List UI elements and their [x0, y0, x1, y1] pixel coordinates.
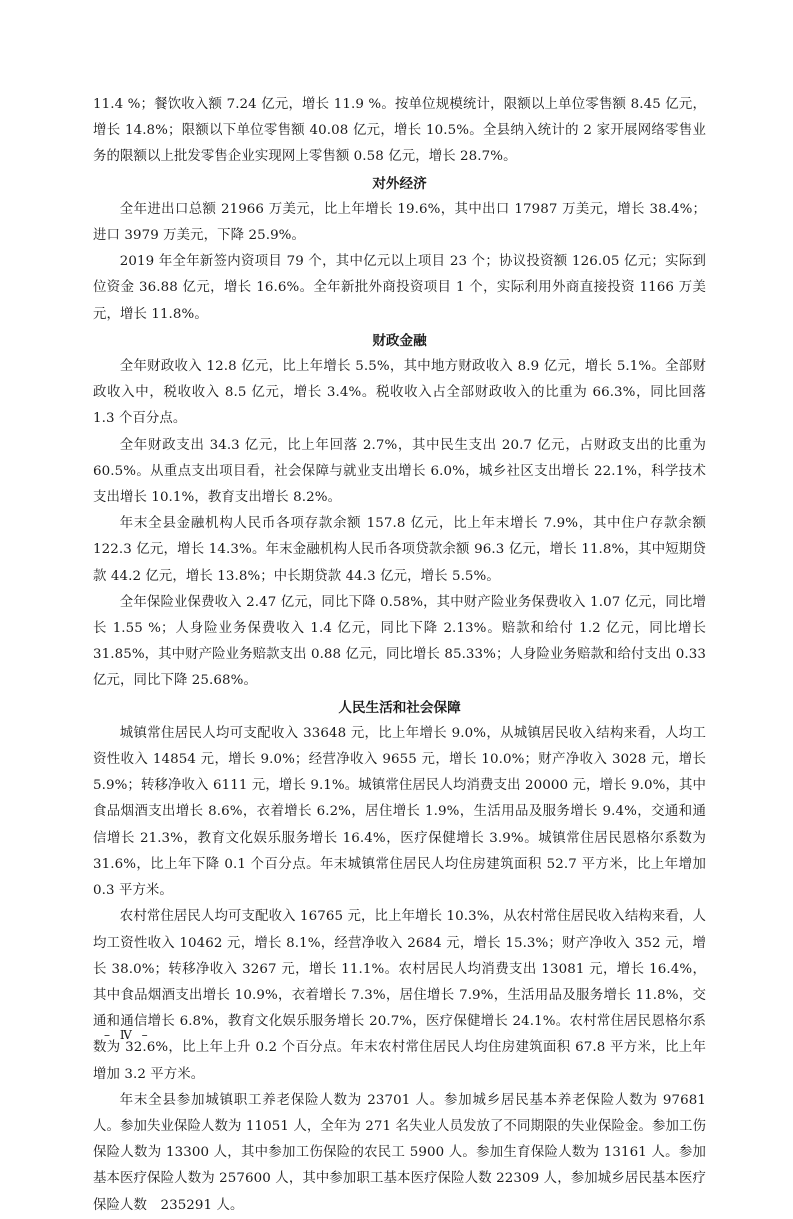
- paragraph-rural-income: 农村常住居民人均可支配收入 16765 元，比上年增长 10.3%，从农村常住居民收入结构来看，人均工资性收入 10462 元，增长 8.1%，经营净收入 2684 元，增长 15.3%；财产净收入 352 元，增长 38.0%；转移净收入 3267 元，增长 11.1%。农村居民人均消费支出 13081 元，增长 16.4%，其中食品烟酒支出增长 10.9%，衣着增长 7.3%，居住增长 7.9%，生活用品及服务增长 11.8%，交通和通信增长 6.8%，教育文化娱乐服务增长 20.7%，医疗保健增长 24.1%。农村常住居民恩格尔系数为 32.6%，比上年上升 0.2 个百分点。年末农村常住居民人均住房建筑面积 67.8 平方米，比上年增加 3.2 平方米。: [93, 909, 706, 1082]
- section-heading-finance: 财政金融: [372, 332, 427, 349]
- paragraph-social-insurance: 年末全县参加城镇职工养老保险人数为 23701 人。参加城乡居民基本养老保险人数为 97681 人。参加失业保险人数为 11051 人，全年为 271 名失业人员发放了不同期限的失业保险金。参加工伤保险人数为 13300 人，其中参加工伤保险的农民工 5900 人。参加生育保险人数为 13161 人。参加基本医疗保险人数为 257600 人，其中参加职工基本医疗保险人数 22309 人，参加城乡居民基本医疗保险人数 235291 人。: [93, 1092, 706, 1213]
- paragraph-insurance: 全年保险业保费收入 2.47 亿元，同比下降 0.58%，其中财产险业务保费收入 1.07 亿元，同比增长 1.55 %；人身险业务保费收入 1.4 亿元，同比下降 2.13%。赔款和给付 1.2 亿元，同比增长 31.85%，其中财产险业务赔款支出 0.88 亿元，同比增长 85.33%；人身险业务赔款和给付支出 0.33 亿元，同比下降 25.68%。: [93, 594, 706, 689]
- paragraph-fiscal-revenue: 全年财政收入 12.8 亿元，比上年增长 5.5%，其中地方财政收入 8.9 亿元，增长 5.1%。全部财政收入中，税收收入 8.5 亿元，增长 3.4%。税收收入占全部财政收入的比重为 66.3%，同比回落 1.3 个百分点。: [93, 359, 706, 427]
- paragraph-deposits-loans: 年末全县金融机构人民币各项存款余额 157.8 亿元，比上年末增长 7.9%，其中住户存款余额 122.3 亿元，增长 14.3%。年末金融机构人民币各项贷款余额 96.3 亿元，增长 11.8%，其中短期贷款 44.2 亿元，增长 13.8%；中长期贷款 44.3 亿元，增长 5.5%。: [93, 516, 706, 584]
- document-body: [93, 92, 706, 1219]
- paragraph-fiscal-expenditure: 全年财政支出 34.3 亿元，比上年回落 2.7%，其中民生支出 20.7 亿元，占财政支出的比重为 60.5%。从重点支出项目看，社会保障与就业支出增长 6.0%，城乡社区支出增长 22.1%，科学技术支出增长 10.1%，教育支出增长 8.2%。: [93, 437, 706, 506]
- paragraph-retail-continued: 11.4 %；餐饮收入额 7.24 亿元，增长 11.9 %。按单位规模统计，限额以上单位零售额 8.45 亿元，增长 14.8%；限额以下单位零售额 40.08 亿元，增长 10.5%。全县纳入统计的 2 家开展网络零售业务的限额以上批发零售企业实现网上零售额 0.58 亿元，增长 28.7%。: [93, 97, 706, 165]
- paragraph-investment: 2019 年全年新签内资项目 79 个，其中亿元以上项目 23 个；协议投资额 126.05 亿元；实际到位资金 36.88 亿元，增长 16.6%。全年新批外商投资项目 1 个，实际利用外商直接投资 1166 万美元，增长 11.8%。: [93, 254, 706, 322]
- paragraph-import-export: 全年进出口总额 21966 万美元，比上年增长 19.6%，其中出口 17987 万美元，增长 38.4%；进口 3979 万美元，下降 25.9%。: [93, 201, 706, 244]
- page-number: – Ⅳ –: [104, 1028, 151, 1042]
- section-heading-foreign-economy: 对外经济: [372, 175, 427, 192]
- paragraph-urban-income: 城镇常住居民人均可支配收入 33648 元，比上年增长 9.0%，从城镇居民收入结构来看，人均工资性收入 14854 元，增长 9.0%；经营净收入 9655 元，增长 10.0%；财产净收入 3028 元，增长 5.9%；转移净收入 6111 元，增长 9.1%。城镇常住居民人均消费支出 20000 元，增长 9.0%，其中食品烟酒支出增长 8.6%，衣着增长 6.2%，居住增长 1.9%，生活用品及服务增长 9.4%，交通和通信增长 21.3%，教育文化娱乐服务增长 16.4%，医疗保健增长 3.9%。城镇常住居民恩格尔系数为 31.6%，比上年下降 0.1 个百分点。年末城镇常住居民人均住房建筑面积 52.7 平方米，比上年增加 0.3 平方米。: [93, 725, 706, 899]
- section-heading-living-social-security: 人民生活和社会保障: [338, 699, 461, 716]
